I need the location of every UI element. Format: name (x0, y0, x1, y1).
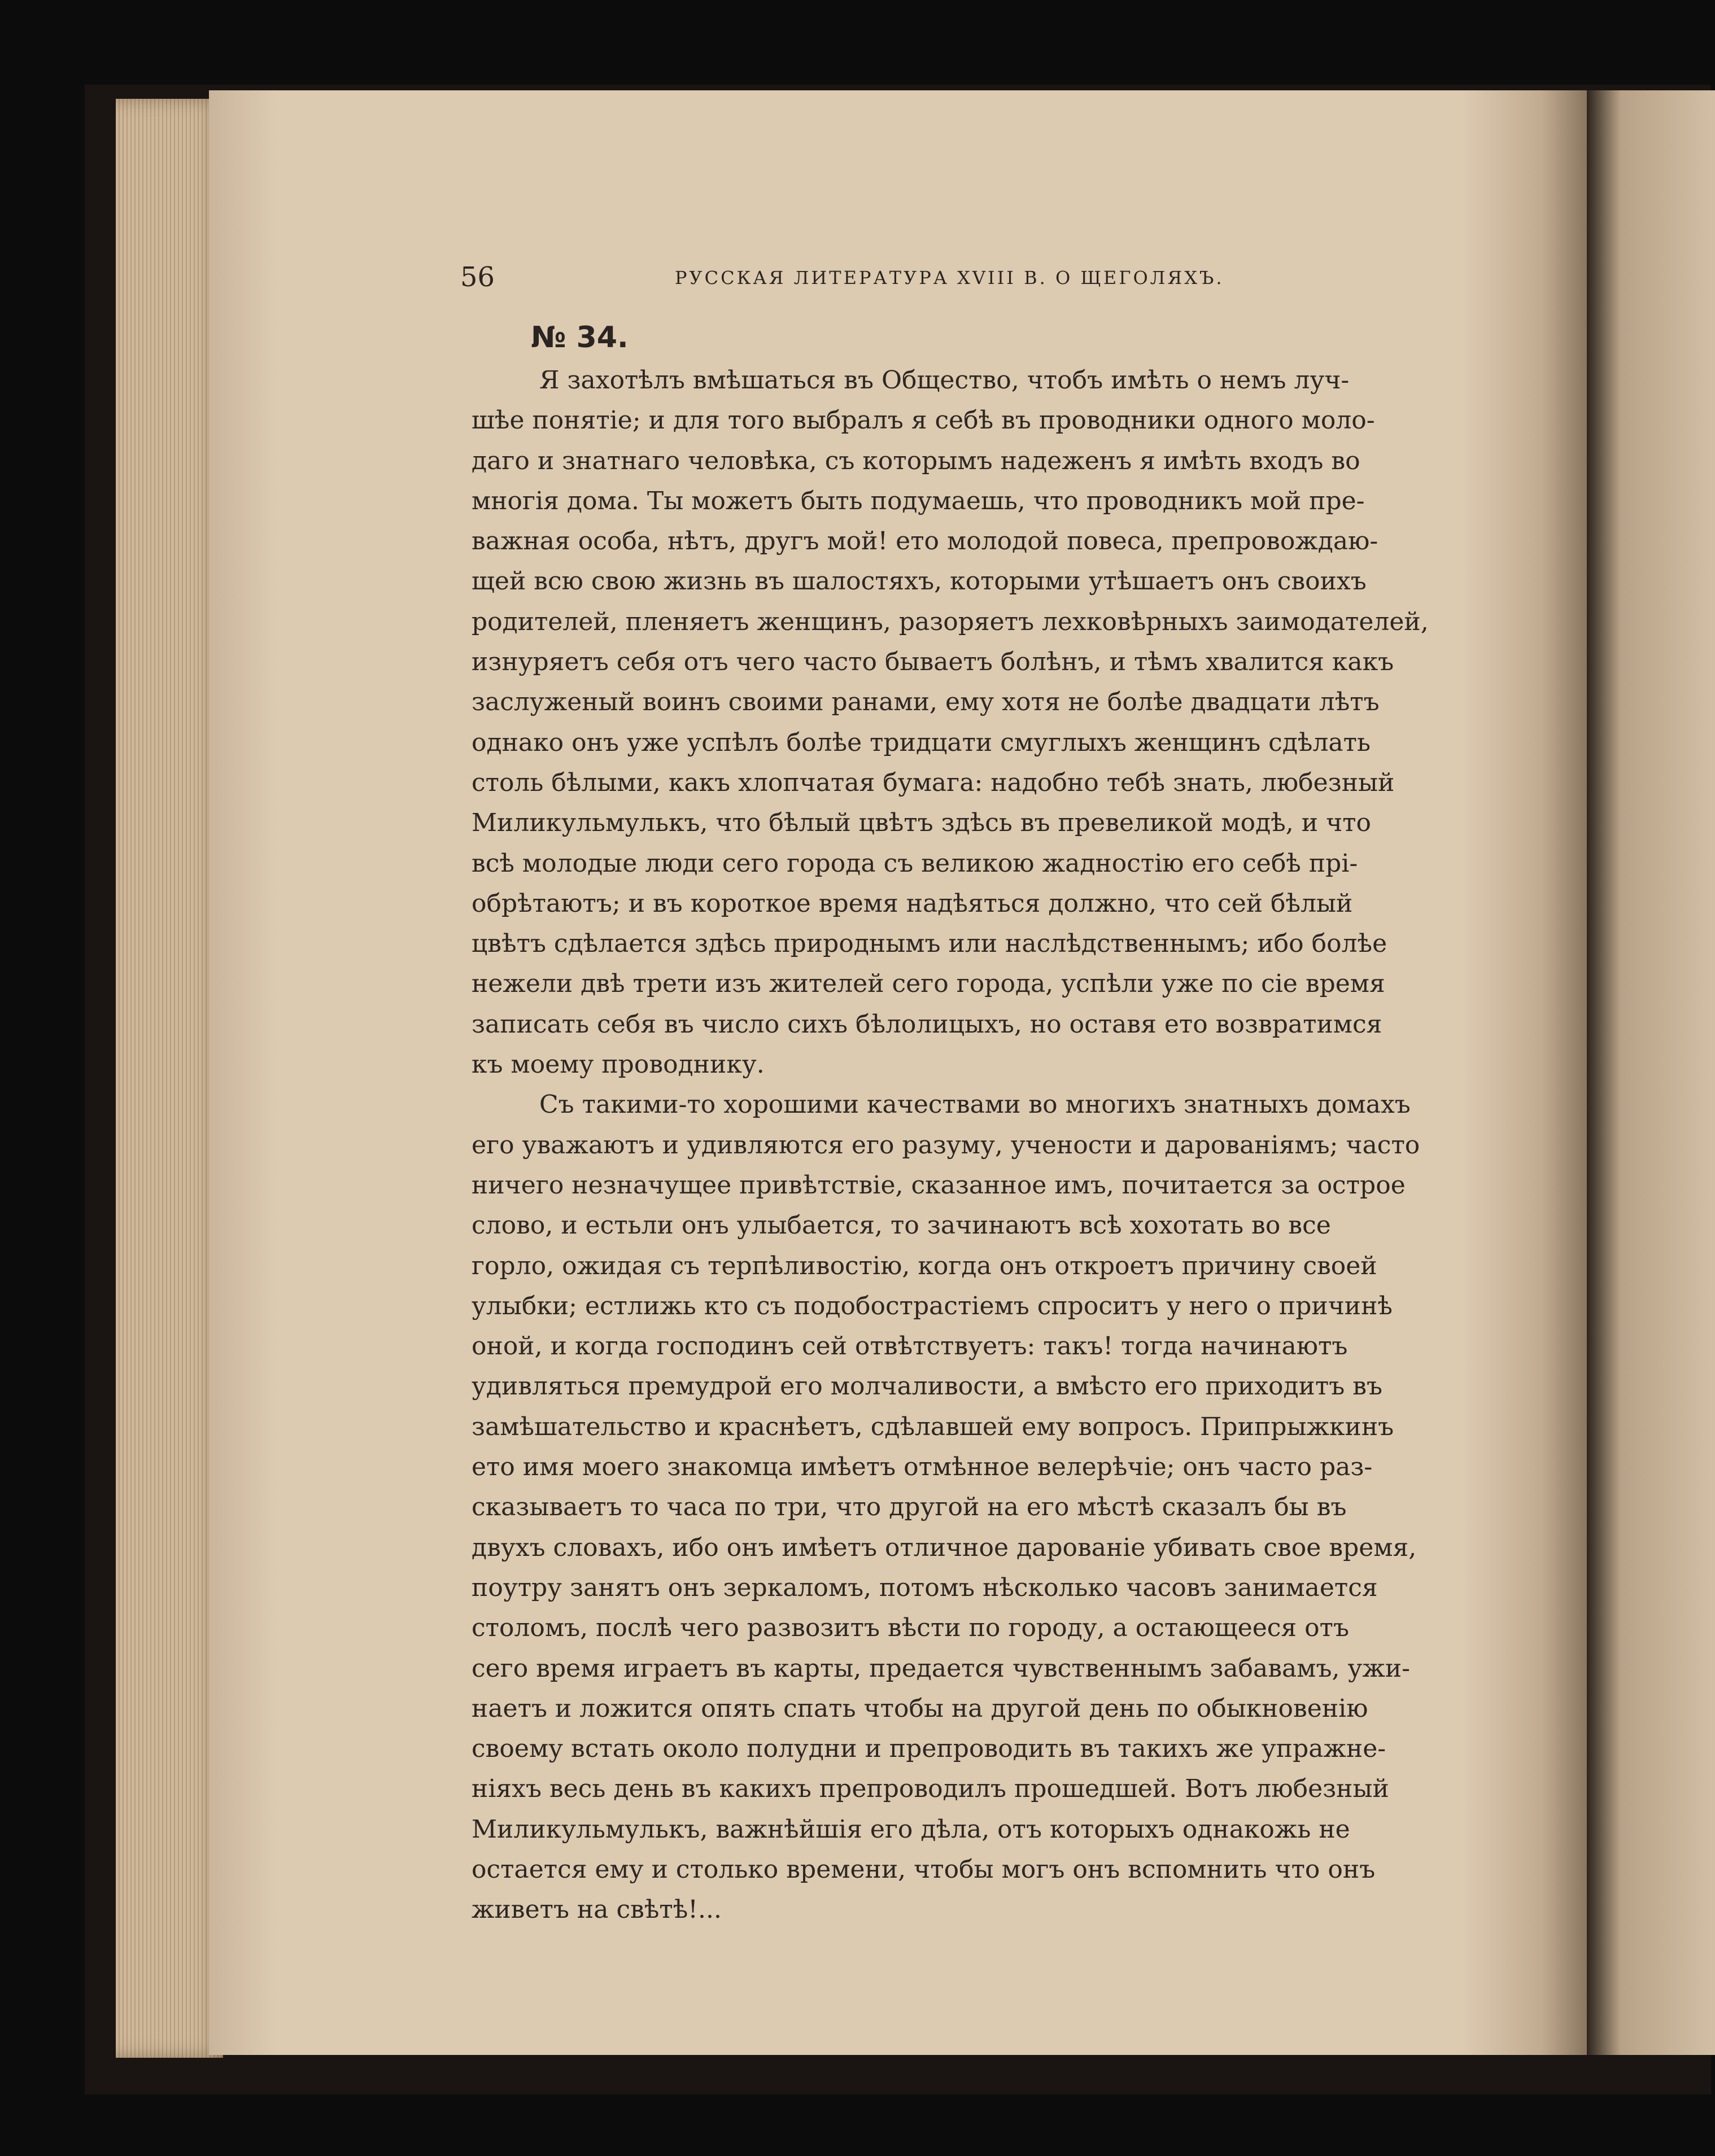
text-line: цвѣтъ сдѣлается здѣсь природнымъ или наслѣдственнымъ; ибо болѣе (472, 929, 1387, 959)
entry-number: № 34. (531, 321, 629, 355)
paragraph-1 (472, 360, 1454, 1084)
text-line: Миликульмулькъ, важнѣйшія его дѣла, отъ которыхъ однакожь не (472, 1814, 1350, 1844)
text-line: наетъ и ложится опять спать чтобы на другой день по обыкновенію (472, 1694, 1368, 1723)
text-line: родителей, пленяетъ женщинъ, разоряетъ лехковѣрныхъ заимодателей, (472, 607, 1429, 636)
text-line: Съ такими-то хорошими качествами во многихъ знатныхъ домахъ (539, 1090, 1411, 1119)
text-line: слово, и естьли онъ улыбается, то зачинаютъ всѣ хохотать во все (472, 1211, 1331, 1240)
facing-page-edge (1587, 90, 1715, 2055)
running-title: РУССКАЯ ЛИТЕРАТУРА XVIII В. О ЩЕГОЛЯХЪ. (675, 267, 1224, 288)
text-line: ніяхъ весь день въ какихъ препроводилъ прошедшей. Вотъ любезный (472, 1774, 1389, 1804)
text-line: всѣ молодые люди сего города съ великою жадностію его себѣ прі- (472, 849, 1358, 878)
text-line: его уважаютъ и удивляются его разуму, учености и дарованіямъ; часто (472, 1130, 1420, 1160)
text-line: многія дома. Ты можетъ быть подумаешь, что проводникъ мой пре- (472, 486, 1365, 515)
text-line: Миликульмулькъ, что бѣлый цвѣтъ здѣсь въ превеликой модѣ, и что (472, 808, 1372, 838)
page-number: 56 (460, 261, 495, 293)
text-line: своему встать около полудни и препроводить въ такихъ же упражне- (472, 1734, 1386, 1764)
text-line: даго и знатнаго человѣка, съ которымъ надеженъ я имѣть входъ во (472, 446, 1360, 475)
text-line: двухъ словахъ, ибо онъ имѣетъ отличное дарованіе убивать свое время, (472, 1533, 1417, 1562)
text-line: заслуженый воинъ своими ранами, ему хотя не болѣе двадцати лѣтъ (472, 688, 1380, 717)
text-line: обрѣтаютъ; и въ короткое время надѣяться должно, что сей бѣлый (472, 889, 1353, 918)
text-line: поутру занятъ онъ зеркаломъ, потомъ нѣсколько часовъ занимается (472, 1573, 1378, 1602)
text-line: горло, ожидая съ терпѣливостію, когда онъ откроетъ причину своей (472, 1251, 1377, 1280)
text-line: къ моему проводнику. (472, 1050, 765, 1079)
text-line: удивляться премудрой его молчаливости, а вмѣсто его приходитъ въ (472, 1372, 1382, 1401)
text-line: ничего незначущее привѣтствіе, сказанное имъ, почитается за острое (472, 1170, 1406, 1200)
text-line: столомъ, послѣ чего развозитъ вѣсти по городу, а остающееся отъ (472, 1613, 1349, 1643)
page-edges (116, 99, 223, 2058)
text-line: однако онъ уже успѣлъ болѣе тридцати смуглыхъ женщинъ сдѣлать (472, 728, 1371, 757)
text-line: живетъ на свѣтѣ!... (472, 1895, 722, 1925)
text-line: оной, и когда господинъ сей отвѣтствуетъ: такъ! тогда начинаютъ (472, 1332, 1348, 1361)
text-line: остается ему и столько времени, чтобы могъ онъ вспомнить что онъ (472, 1855, 1376, 1884)
body-text (472, 360, 1454, 1930)
text-line: сказываетъ то часа по три, что другой на его мѣстѣ сказалъ бы въ (472, 1493, 1347, 1522)
paragraph-2 (472, 1084, 1454, 1930)
page-header (460, 263, 1228, 291)
text-line: Я захотѣлъ вмѣшаться въ Общество, чтобъ имѣть о немъ луч- (539, 366, 1350, 395)
text-line: нежели двѣ трети изъ жителей сего города, успѣли уже по сіе время (472, 969, 1385, 999)
text-line: важная особа, нѣтъ, другъ мой! ето молодой повеса, препровождаю- (472, 527, 1378, 556)
text-line: шѣе понятіе; и для того выбралъ я себѣ въ проводники одного моло- (472, 406, 1375, 435)
text-line: ето имя моего знакомца имѣетъ отмѣнное велерѣчіе; онъ часто раз- (472, 1453, 1373, 1482)
text-line: записать себя въ число сихъ бѣлолицыхъ, но оставя ето возвратимся (472, 1009, 1382, 1039)
text-line: замѣшательство и краснѣетъ, сдѣлавшей ему вопросъ. Припрыжкинъ (472, 1412, 1394, 1441)
text-line: столь бѣлыми, какъ хлопчатая бумага: надобно тебѣ знать, любезный (472, 768, 1395, 797)
text-line: щей всю свою жизнь въ шалостяхъ, которыми утѣшаетъ онъ своихъ (472, 567, 1367, 596)
text-line: улыбки; естлижь кто съ подобострастіемъ спроситъ у него о причинѣ (472, 1291, 1393, 1320)
text-line: сего время играетъ въ карты, предается чувственнымъ забавамъ, ужи- (472, 1654, 1411, 1683)
text-line: изнуряетъ себя отъ чего часто бываетъ болѣнъ, и тѣмъ хвалится какъ (472, 648, 1394, 677)
